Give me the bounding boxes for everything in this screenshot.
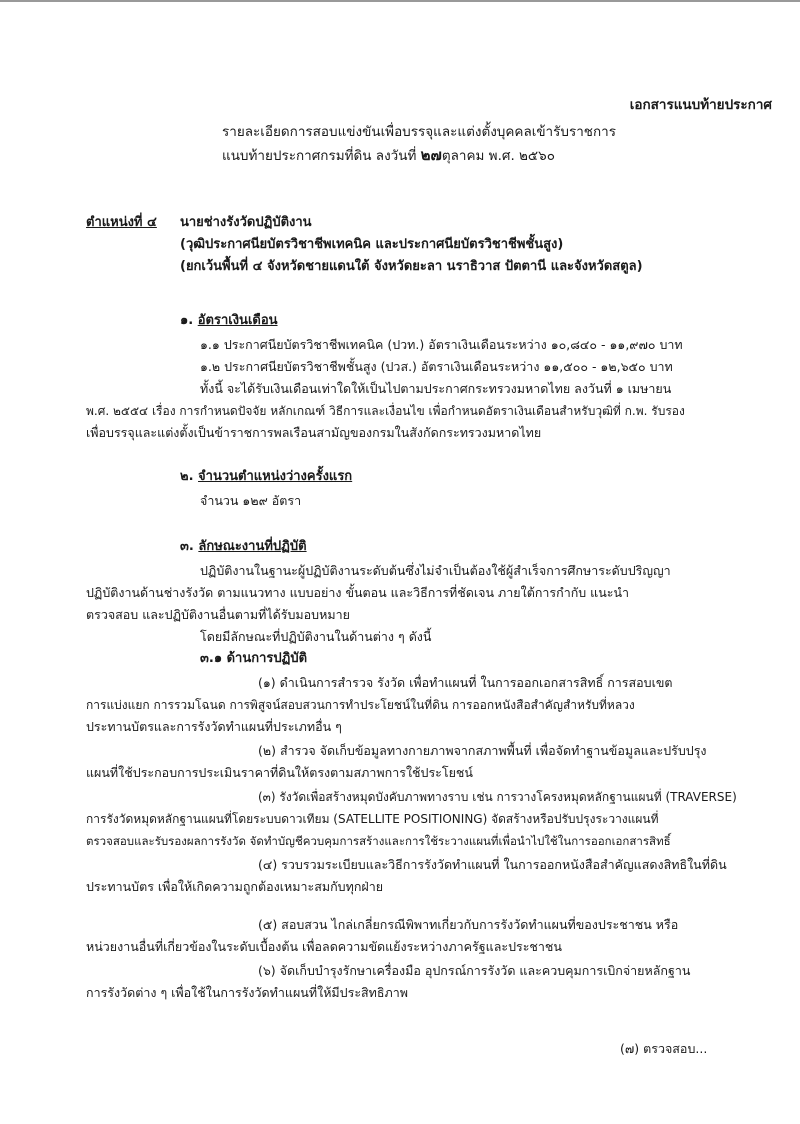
duties-intro-line-1: ปฏิบัติงานในฐานะผู้ปฏิบัติงานระดับต้นซึ่งไม่จำเป็นต้องใช้ผู้สำเร็จการศึกษาระดับปริญญา [200,563,671,578]
duty-item-4-cont: ประทานบัตร เพื่อให้เกิดความถูกต้องเหมาะสมกับทุกฝ่าย [86,879,384,894]
section-2-heading [180,468,352,486]
section-2-title: จำนวนตำแหน่งว่างครั้งแรก [198,469,353,484]
salary-note-line-1: ทั้งนี้ จะได้รับเงินเดือนเท่าใดให้เป็นไปตามประกาศกระทรวงมหาดไทย ลงวันที่ ๑ เมษายน [200,381,672,396]
date-prefix: แนบท้ายประกาศกรมที่ดิน ลงวันที่ [222,148,421,164]
duty-item-1-cont: การแบ่งแยก การรวมโฉนด การพิสูจน์สอบสวนการทำประโยชน์ในที่ดิน การออกหนังสือสำคัญสำหรับที่หลวง [86,698,635,712]
duty-item-3: (๓) รังวัดเพื่อสร้างหมุดบังคับภาพทางราบ เช่น การวางโครงหมุดหลักฐานแผนที่ (TRAVERSE) [258,790,737,804]
handwritten-day: ๒๗ [420,146,442,164]
duty-item-2-cont: แผนที่ใช้ประกอบการประเมินราคาที่ดินให้ตรงตามสภาพการใช้ประโยชน์ [86,765,473,780]
salary-item-2: ๑.๒ ประกาศนียบัตรวิชาชีพชั้นสูง (ปวส.) อัตราเงินเดือนระหว่าง ๑๑,๕๐๐ - ๑๒,๖๕๐ บาท [200,359,673,374]
section-3-number: ๓. [180,539,194,554]
section-1-heading [180,312,278,330]
position-label: ตำแหน่งที่ ๔ [86,215,157,230]
position-qualification: (วุฒิประกาศนียบัตรวิชาชีพเทคนิค และประกาศนียบัตรวิชาชีพชั้นสูง) [180,237,564,252]
position-exclusion: (ยกเว้นพื้นที่ ๔ จังหวัดชายแดนใต้ จังหวัดยะลา นราธิวาส ปัตตานี และจังหวัดสตูล) [180,259,643,274]
position-title: นายช่างรังวัดปฏิบัติงาน [180,215,312,230]
subsection-heading: ๓.๑ ด้านการปฏิบัติ [200,651,308,666]
date-suffix: ตุลาคม พ.ศ. ๒๕๖๐ [441,148,555,164]
duty-item-1-cont: ประทานบัตรและการรังวัดทำแผนที่ประเภทอื่น ๆ [86,719,342,734]
duty-item-6-cont: การรังวัดต่าง ๆ เพื่อใช้ในการรังวัดทำแผนที่ให้มีประสิทธิภาพ [86,985,409,1000]
duties-lead-in: โดยมีลักษณะที่ปฏิบัติงานในด้านต่าง ๆ ดังนี้ [200,629,432,644]
announcement-date-line [222,146,555,165]
section-2-number: ๒. [180,469,194,484]
section-1-title: อัตราเงินเดือน [197,313,278,328]
duty-item-1: (๑) ดำเนินการสำรวจ รังวัด เพื่อทำแผนที่ ในการออกเอกสารสิทธิ์ การสอบเขต [258,675,673,690]
duty-item-5-cont: หน่วยงานอื่นที่เกี่ยวข้องในระดับเบื้องต้น เพื่อลดความขัดแย้งระหว่างภาครัฐและประชาชน [86,939,562,954]
duty-item-2: (๒) สำรวจ จัดเก็บข้อมูลทางกายภาพจากสภาพพื้นที่ เพื่อจัดทำฐานข้อมูลและปรับปรุง [258,743,707,758]
duty-item-4: (๔) รวบรวมระเบียบและวิธีการรังวัดทำแผนที่ ในการออกหนังสือสำคัญแสดงสิทธิในที่ดิน [258,857,727,872]
salary-note-line-3: เพื่อบรรจุและแต่งตั้งเป็นข้าราชการพลเรือนสามัญของกรมในสังกัดกระทรวงมหาดไทย [86,425,542,440]
duties-intro-line-3: ตรวจสอบ และปฏิบัติงานอื่นตามที่ได้รับมอบหมาย [86,607,350,622]
section-1-number: ๑. [180,313,194,328]
duty-item-6: (๖) จัดเก็บบำรุงรักษาเครื่องมือ อุปกรณ์การรังวัด และควบคุมการเบิกจ่ายหลักฐาน [258,963,691,978]
vacancy-count: จำนวน ๑๒๙ อัตรา [200,493,302,508]
document-subtitle: รายละเอียดการสอบแข่งขันเพื่อบรรจุและแต่งตั้งบุคคลเข้ารับราชการ [222,124,616,140]
attachment-label: เอกสารแนบท้ายประกาศ [629,97,772,113]
duty-item-3-cont: ตรวจสอบและรับรองผลการรังวัด จัดทำบัญชีควบคุมการสร้างและการใช้ระวางแผนที่เพื่อนำไปใช้ในการออกเอกสารสิทธิ์ [86,834,671,848]
section-3-title: ลักษณะงานที่ปฏิบัติ [198,539,307,554]
salary-item-1: ๑.๑ ประกาศนียบัตรวิชาชีพเทคนิค (ปวท.) อัตราเงินเดือนระหว่าง ๑๐,๘๔๐ - ๑๑,๙๗๐ บาท [200,337,683,352]
duties-intro-line-2: ปฏิบัติงานด้านช่างรังวัด ตามแนวทาง แบบอย่าง ขั้นตอน และวิธีการที่ชัดเจน ภายใต้การกำกับ แนะนำ [86,585,630,600]
scan-edge-line [0,0,800,2]
duty-item-5: (๕) สอบสวน ไกล่เกลี่ยกรณีพิพาทเกี่ยวกับการรังวัดทำแผนที่ของประชาชน หรือ [258,917,679,932]
section-3-heading [180,538,307,556]
duty-item-3-cont: การรังวัดหมุดหลักฐานแผนที่โดยระบบดาวเทียม (SATELLITE POSITIONING) จัดสร้างหรือปรับปรุงระวางแผนที่ [86,812,659,826]
continued-next-page: (๗) ตรวจสอบ... [620,1041,708,1056]
salary-note-line-2: พ.ศ. ๒๕๕๔ เรื่อง การกำหนดปัจจัย หลักเกณฑ์ วิธีการและเงื่อนไข เพื่อกำหนดอัตราเงินเดือนสำหรับวุฒิที่ ก.พ. รับรอง [86,404,685,418]
